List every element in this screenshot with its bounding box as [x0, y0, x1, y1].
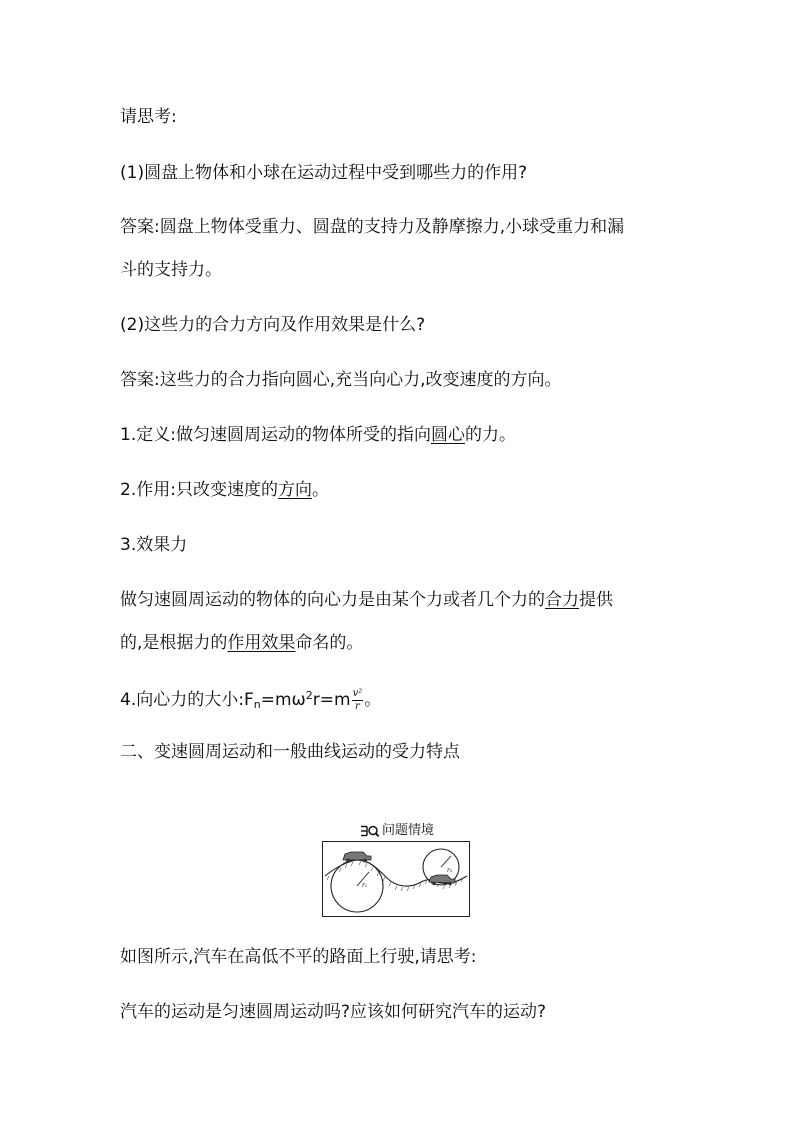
car-on-crest	[343, 852, 371, 863]
trough-radius-label: r₂	[447, 867, 453, 874]
crest-radius-label: r₁	[362, 882, 368, 889]
effect-line-1-underline: 合力	[545, 590, 579, 610]
answer-1-line-2: 斗的支持力。	[120, 260, 222, 280]
problem-scenario-label	[0, 823, 794, 843]
closing-line-1: 如图所示,汽车在高低不平的路面上行驶,请思考:	[120, 947, 477, 967]
size-sup-2: 2	[305, 689, 313, 702]
size-fraction	[352, 689, 364, 712]
function-line	[120, 479, 714, 501]
definition-suffix: 的力。	[464, 425, 516, 445]
definition-underline: 圆心	[430, 425, 465, 445]
think-prompt: 请思考:	[120, 107, 177, 127]
size-end: 。	[364, 690, 382, 710]
answer-1-line-1: 答案:圆盘上物体受重力、圆盘的支持力及静摩擦力,小球受重力和漏	[120, 217, 625, 237]
effect-title: 3.效果力	[120, 535, 188, 555]
effect-line-2	[120, 632, 714, 654]
size-eq1: =mω	[260, 690, 306, 710]
effect-line-2-prefix: 的,是根据力的	[120, 633, 228, 653]
function-prefix: 2.作用:只改变速度的	[120, 480, 278, 500]
question-1: (1)圆盘上物体和小球在运动过程中受到哪些力的作用?	[120, 163, 528, 183]
size-fraction-numerator: v²	[352, 687, 363, 699]
size-eq2: r=m	[312, 690, 351, 710]
effect-line-1-suffix: 提供	[579, 590, 613, 610]
magnifier-icon	[360, 824, 380, 838]
problem-scenario-text: 问题情境	[381, 823, 434, 838]
effect-line-2-underline: 作用效果	[227, 633, 296, 653]
size-formula-line	[120, 683, 714, 718]
definition-prefix: 1.定义:做匀速圆周运动的物体所受的指向	[120, 425, 431, 445]
question-2: (2)这些力的合力方向及作用效果是什么?	[120, 315, 426, 335]
size-sub-n: n	[253, 698, 261, 711]
definition-line	[120, 424, 714, 446]
road-diagram	[322, 841, 470, 917]
effect-line-2-suffix: 命名的。	[295, 633, 364, 653]
effect-line-1	[120, 589, 714, 611]
size-prefix: 4.向心力的大小:F	[120, 690, 254, 710]
answer-2: 答案:这些力的合力指向圆心,充当向心力,改变速度的方向。	[120, 370, 562, 390]
closing-line-2: 汽车的运动是匀速圆周运动吗?应该如何研究汽车的运动?	[120, 1002, 547, 1022]
function-suffix: 。	[311, 480, 329, 500]
effect-line-1-prefix: 做匀速圆周运动的物体的向心力是由某个力或者几个力的	[120, 590, 545, 610]
size-fraction-denominator: r	[355, 700, 360, 712]
trough-radius-line	[441, 856, 451, 867]
function-underline: 方向	[277, 480, 312, 500]
section-2-title: 二、变速圆周运动和一般曲线运动的受力特点	[120, 742, 460, 762]
